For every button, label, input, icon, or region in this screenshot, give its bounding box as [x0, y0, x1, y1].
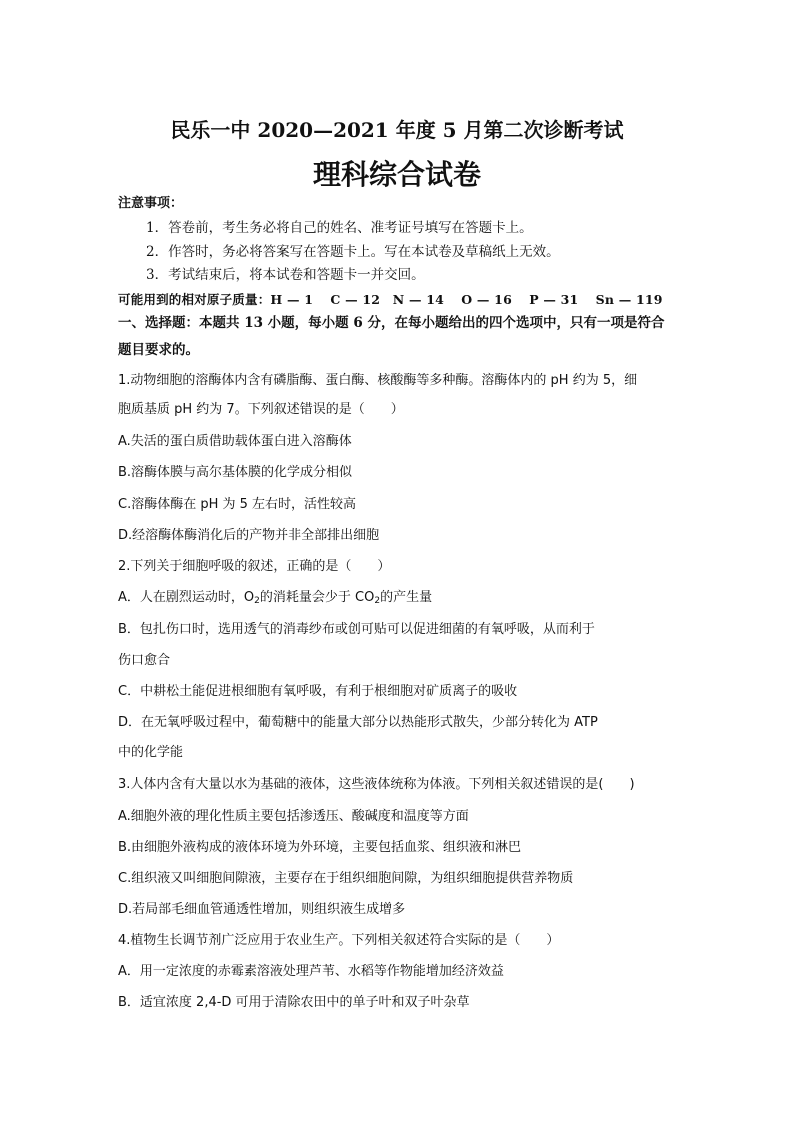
- q3-option-b: B.由细胞外液构成的液体环境为外环境，主要包括血浆、组织液和淋巴: [118, 840, 522, 855]
- q2-option-a: [118, 588, 432, 608]
- q1-option-d: D.经溶酶体酶消化后的产物并非全部排出细胞: [118, 528, 380, 543]
- notice-heading: 注意事项：: [118, 196, 184, 211]
- q2-option-a-part3: 的产生量: [380, 590, 433, 605]
- q1-stem-line2: 胞质基质 pH 约为 7。下列叙述错误的是（ ）: [118, 402, 404, 417]
- q2-stem: 2.下列关于细胞呼吸的叙述，正确的是（ ）: [118, 559, 391, 574]
- notice-item-1: 1．答卷前，考生务必将自己的姓名、准考证号填写在答题卡上。: [146, 220, 533, 236]
- q4-option-a: A．用一定浓度的赤霉素溶液处理芦苇、水稻等作物能增加经济效益: [118, 964, 504, 979]
- q2-option-b-line1: B．包扎伤口时，选用透气的消毒纱布或创可贴可以促进细菌的有氧呼吸，从而利于: [118, 622, 595, 637]
- q2-option-a-sub2: 2: [374, 596, 381, 606]
- q1-option-c: C.溶酶体酶在 pH 为 5 左右时，活性较高: [118, 497, 357, 512]
- notice-item-3: 3．考试结束后，将本试卷和答题卡一并交回。: [146, 267, 425, 283]
- q2-option-b-line2: 伤口愈合: [118, 653, 171, 668]
- q3-option-d: D.若局部毛细血管通透性增加，则组织液生成增多: [118, 902, 406, 917]
- q1-option-b: B.溶酶体膜与高尔基体膜的化学成分相似: [118, 465, 353, 480]
- q2-option-d-line1: D．在无氧呼吸过程中，葡萄糖中的能量大部分以热能形式散失，少部分转化为 ATP: [118, 715, 598, 730]
- q3-stem: 3.人体内含有大量以水为基础的液体，这些液体统称为体液。下列相关叙述错误的是( ): [118, 777, 635, 792]
- q3-option-a: A.细胞外液的理化性质主要包括渗透压、酸碱度和温度等方面: [118, 809, 469, 824]
- notice-item-2: 2．作答时，务必将答案写在答题卡上。写在本试卷及草稿纸上无效。: [146, 244, 560, 260]
- q1-stem-line1: 1.动物细胞的溶酶体内含有磷脂酶、蛋白酶、核酸酶等多种酶。溶酶体内的 pH 约为 5，细: [118, 373, 638, 388]
- q2-option-c: C．中耕松土能促进根细胞有氧呼吸，有利于根细胞对矿质离子的吸收: [118, 684, 518, 699]
- q2-option-a-part2: 的消耗量会少于 CO: [259, 590, 375, 605]
- exam-title: 民乐一中 2020—2021 年度 5 月第二次诊断考试: [170, 118, 624, 142]
- q1-option-a: A.失活的蛋白质借助载体蛋白进入溶酶体: [118, 434, 352, 449]
- q2-option-d-line2: 中的化学能: [118, 745, 184, 760]
- atomic-masses: 可能用到的相对原子质量：H — 1 C — 12 N — 14 O — 16 P — 31 Sn — 119: [118, 292, 663, 307]
- q3-option-c: C.组织液又叫细胞间隙液，主要存在于组织细胞间隙，为组织细胞提供营养物质: [118, 871, 574, 886]
- q4-option-b: B．适宜浓度 2,4-D 可用于清除农田中的单子叶和双子叶杂草: [118, 995, 470, 1010]
- section-heading-line1: 一、选择题：本题共 13 小题，每小题 6 分，在每小题给出的四个选项中，只有一项是符合: [118, 315, 665, 331]
- q2-option-a-sub1: 2: [254, 596, 260, 606]
- section-heading-line2: 题目要求的。: [118, 342, 199, 358]
- exam-subtitle: 理科综合试卷: [312, 158, 481, 191]
- q4-stem: 4.植物生长调节剂广泛应用于农业生产。下列相关叙述符合实际的是（ ）: [118, 933, 560, 948]
- q2-option-a-part1: A．人在剧烈运动时，O: [118, 590, 255, 605]
